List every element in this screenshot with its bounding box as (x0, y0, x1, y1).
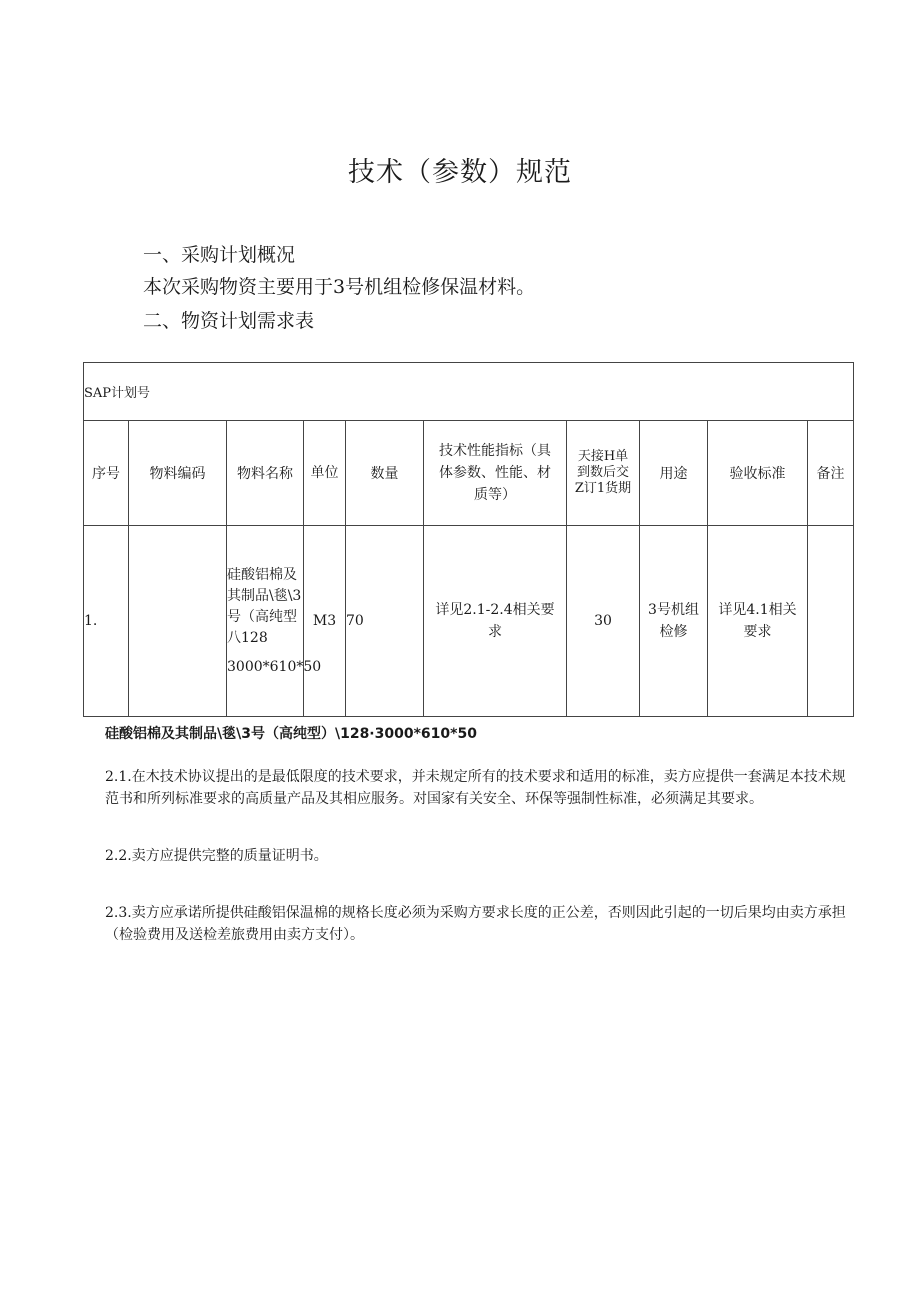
table-header-row (84, 421, 854, 526)
material-caption: 硅酸铝棉及其制品\毯\3号（高纯型）\128·3000*610*50 (105, 726, 477, 742)
cell-material-name (227, 526, 322, 717)
material-name-line1: 硅酸铝棉及其制品\毯\3号（高纯型八128 (227, 566, 302, 646)
cell-unit: M3 (304, 526, 346, 717)
header-spec: 技术性能指标（具体参数、性能、材质等） (424, 421, 567, 526)
header-unit: 单位 (304, 421, 346, 526)
cell-usage: 3号机组检修 (640, 526, 708, 717)
section-heading-overview: 一、采购计划概况 (143, 244, 296, 266)
header-material-code: 物料编码 (129, 421, 227, 526)
header-seq: 序号 (84, 421, 129, 526)
header-remark: 备注 (808, 421, 854, 526)
header-material-name: 物料名称 (227, 421, 304, 526)
section-heading-demand-table: 二、物资计划需求表 (143, 310, 315, 332)
sap-plan-label: SAP计划号 (84, 363, 854, 421)
cell-quantity: 70 (346, 526, 424, 717)
material-name-line2: 3000*610*50 (227, 658, 322, 675)
sap-row (84, 363, 854, 421)
demand-table (83, 362, 854, 717)
header-quantity: 数量 (346, 421, 424, 526)
header-acceptance: 验收标准 (708, 421, 808, 526)
header-usage: 用途 (640, 421, 708, 526)
table-row (84, 526, 854, 717)
clause-2-3: 2.3.卖方应承诺所提供硅酸铝保温棉的规格长度必须为采购方要求长度的正公差，否则因此引起的一切后果均由卖方承担（检验费用及送检差旅费用由卖方支付）。 (105, 905, 846, 943)
clause-2-2: 2.2.卖方应提供完整的质量证明书。 (105, 848, 328, 864)
header-delivery: 天接H单到数后交Z订1货期 (567, 421, 640, 526)
document-title: 技术（参数）规范 (348, 157, 572, 188)
clause-2-1: 2.1.在木技术协议提出的是最低限度的技术要求，并未规定所有的技术要求和适用的标准，卖方应提供一套满足本技术规范书和所列标准要求的高质量产品及其相应服务。对国家有关安全、环保等强制性标准，必须满足其要求。 (105, 769, 846, 807)
cell-acceptance: 详见4.1相关要求 (708, 526, 808, 717)
cell-delivery: 30 (567, 526, 640, 717)
cell-remark (808, 526, 854, 717)
cell-seq: 1. (84, 526, 129, 717)
cell-spec: 详见2.1-2.4相关要求 (424, 526, 567, 717)
cell-material-code (129, 526, 227, 717)
overview-text: 本次采购物资主要用于3号机组检修保温材料。 (143, 276, 536, 298)
